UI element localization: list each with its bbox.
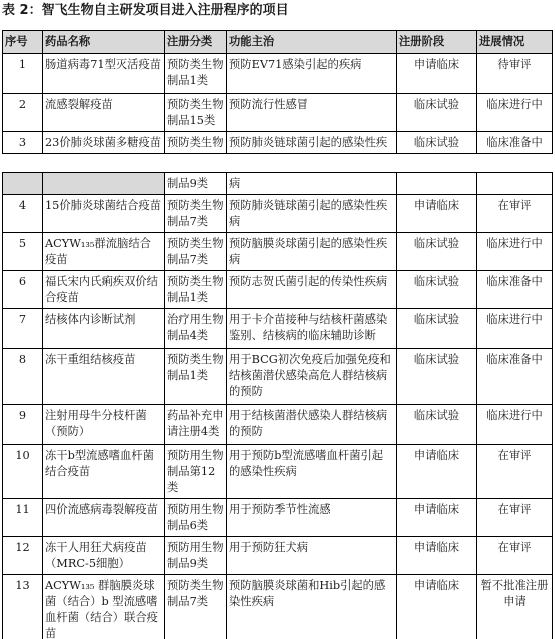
cell-no: 8 — [3, 349, 43, 405]
cell-name: 流感裂解疫苗 — [43, 94, 165, 132]
header-status: 进展情况 — [477, 31, 553, 54]
cell-stage: 申请临床 — [397, 54, 477, 94]
cell-status: 临床准备中 — [477, 271, 553, 309]
cell-category: 预防类生物制品1类 — [165, 54, 227, 94]
table-row — [3, 271, 553, 309]
cell-status: 待审评 — [477, 54, 553, 94]
header-category: 注册分类 — [165, 31, 227, 54]
table-row — [3, 132, 553, 154]
cell-status: 暂不批准注册申请 — [477, 575, 553, 639]
cell-category: 预防类生物制品15类 — [165, 94, 227, 132]
cell-stage: 临床试验 — [397, 309, 477, 349]
cell-name: 结核体内诊断试剂 — [43, 309, 165, 349]
cell-category: 预防用生物制品第12类 — [165, 445, 227, 499]
cell-status: 临床进行中 — [477, 405, 553, 445]
cell-stage: 临床试验 — [397, 271, 477, 309]
cell-status: 临床准备中 — [477, 349, 553, 405]
cell-no: 1 — [3, 54, 43, 94]
cell-name: 注射用母牛分枝杆菌（预防） — [43, 405, 165, 445]
cell-status: 临床准备中 — [477, 132, 553, 154]
table-row — [3, 233, 553, 271]
cell-status — [477, 173, 553, 195]
cell-no: 6 — [3, 271, 43, 309]
cell-no: 12 — [3, 537, 43, 575]
table-row — [3, 54, 553, 94]
cell-stage: 申请临床 — [397, 195, 477, 233]
cell-name: 冻干人用狂犬病疫苗（MRC-5细胞） — [43, 537, 165, 575]
cell-name: 23价肺炎球菌多糖疫苗 — [43, 132, 165, 154]
cell-no: 2 — [3, 94, 43, 132]
cell-category: 预防类生物 — [165, 132, 227, 154]
cell-no: 11 — [3, 499, 43, 537]
cell-category: 预防用生物制品9类 — [165, 537, 227, 575]
cell-no: 10 — [3, 445, 43, 499]
cell-status: 在审评 — [477, 499, 553, 537]
cell-category: 治疗用生物制品4类 — [165, 309, 227, 349]
header-function: 功能主治 — [227, 31, 397, 54]
cell-stage: 临床试验 — [397, 349, 477, 405]
table-row-continued — [3, 173, 553, 195]
cell-status: 在审评 — [477, 537, 553, 575]
header-stage: 注册阶段 — [397, 31, 477, 54]
cell-no: 7 — [3, 309, 43, 349]
cell-function: 预防志贺氏菌引起的传染性疾病 — [227, 271, 397, 309]
cell-status: 临床进行中 — [477, 309, 553, 349]
cell-status: 在审评 — [477, 195, 553, 233]
cell-name: 冻干重组结核疫苗 — [43, 349, 165, 405]
cell-stage: 临床试验 — [397, 132, 477, 154]
header-no: 序号 — [3, 31, 43, 54]
cell-function: 用于预防狂犬病 — [227, 537, 397, 575]
table-row — [3, 195, 553, 233]
projects-table-part2 — [2, 172, 553, 639]
cell-category: 预防类生物制品7类 — [165, 575, 227, 639]
cell-name: 15价肺炎球菌结合疫苗 — [43, 195, 165, 233]
cell-function: 预防脑膜炎球菌和Hib引起的感染性疾病 — [227, 575, 397, 639]
cell-function: 预防流行性感冒 — [227, 94, 397, 132]
cell-name: 冻干b型流感嗜血杆菌结合疫苗 — [43, 445, 165, 499]
cell-stage: 临床试验 — [397, 233, 477, 271]
table-row — [3, 309, 553, 349]
cell-function: 用于预防季节性流感 — [227, 499, 397, 537]
cell-no: 5 — [3, 233, 43, 271]
table-row — [3, 575, 553, 639]
cell-name: ACYW₁₃₅群流脑结合疫苗 — [43, 233, 165, 271]
cell-stage: 临床试验 — [397, 405, 477, 445]
cell-name: 肠道病毒71型灭活疫苗 — [43, 54, 165, 94]
cell-function: 预防EV71感染引起的疾病 — [227, 54, 397, 94]
cell-stage — [397, 173, 477, 195]
cell-stage: 申请临床 — [397, 537, 477, 575]
cell-no: 4 — [3, 195, 43, 233]
cell-category: 预防用生物制品6类 — [165, 499, 227, 537]
cell-status: 临床进行中 — [477, 94, 553, 132]
cell-name: 四价流感病毒裂解疫苗 — [43, 499, 165, 537]
cell-function: 用于预防b型流感嗜血杆菌引起的感染性疾病 — [227, 445, 397, 499]
cell-status: 临床进行中 — [477, 233, 553, 271]
cell-function: 预防肺炎链球菌引起的感染性疾病 — [227, 195, 397, 233]
cell-function: 用于BCG初次免疫后加强免疫和结核菌潜伏感染高危人群结核病的预防 — [227, 349, 397, 405]
cell-category: 预防类生物制品1类 — [165, 271, 227, 309]
projects-table-part1 — [2, 30, 553, 154]
cell-no: 3 — [3, 132, 43, 154]
table-title: 表 2：智飞生物自主研发项目进入注册程序的项目 — [2, 3, 289, 18]
cell-stage: 临床试验 — [397, 94, 477, 132]
table-row — [3, 349, 553, 405]
cell-function: 预防肺炎链球菌引起的感染性疾 — [227, 132, 397, 154]
cell-category: 预防类生物制品1类 — [165, 349, 227, 405]
cell-function: 预防脑膜炎球菌引起的感染性疾病 — [227, 233, 397, 271]
cell-no: 13 — [3, 575, 43, 639]
table-row — [3, 94, 553, 132]
cell-no: 9 — [3, 405, 43, 445]
table-row — [3, 537, 553, 575]
cell-category: 预防类生物制品7类 — [165, 233, 227, 271]
cell-status: 在审评 — [477, 445, 553, 499]
cell-function: 用于结核菌潜伏感染人群结核病的预防 — [227, 405, 397, 445]
cell-category: 预防类生物制品7类 — [165, 195, 227, 233]
cell-function: 病 — [227, 173, 397, 195]
cell-stage: 申请临床 — [397, 499, 477, 537]
table-row — [3, 405, 553, 445]
cell-name: ACYW₁₃₅ 群脑膜炎球菌（结合）b 型流感嗜血杆菌（结合）联合疫苗 — [43, 575, 165, 639]
cell-stage: 申请临床 — [397, 445, 477, 499]
header-name: 药品名称 — [43, 31, 165, 54]
table-header-row — [3, 31, 553, 54]
cell-function: 用于卡介苗接种与结核杆菌感染鉴别、结核病的临床辅助诊断 — [227, 309, 397, 349]
table-row — [3, 445, 553, 499]
cell-category: 药品补充申请注册4类 — [165, 405, 227, 445]
cell-no — [3, 173, 43, 195]
cell-name — [43, 173, 165, 195]
cell-stage: 申请临床 — [397, 575, 477, 639]
cell-category: 制品9类 — [165, 173, 227, 195]
cell-name: 福氏宋内氏痢疾双价结合疫苗 — [43, 271, 165, 309]
table-row — [3, 499, 553, 537]
